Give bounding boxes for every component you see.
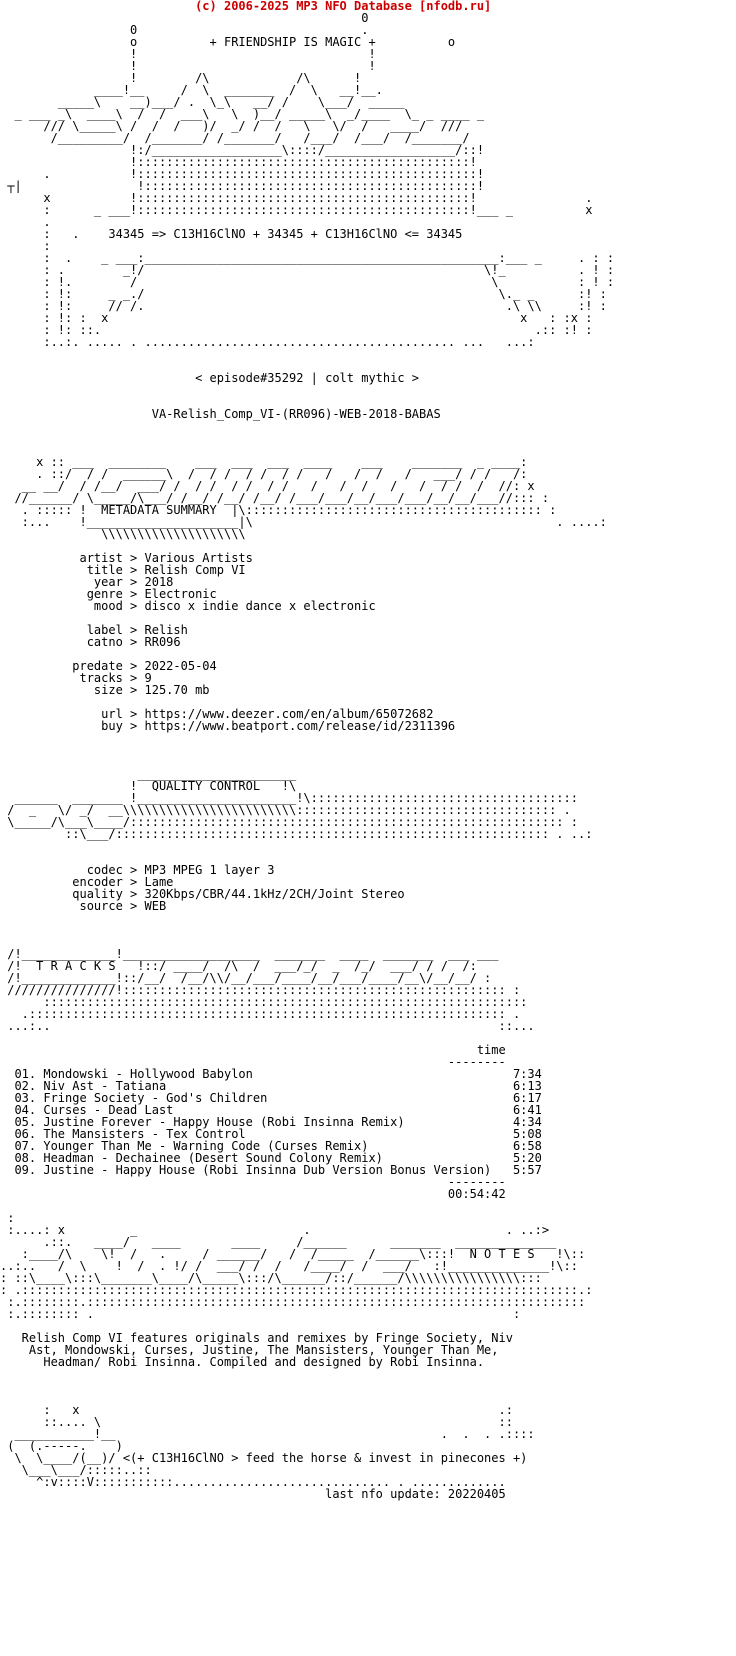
- quality-art-line: ______________________: [0, 767, 297, 781]
- top-art-line: :..:. ..... . ........................................... ... ...:: [0, 335, 535, 349]
- top-art-line: !::::::::::::::::::::::::::::::::::::::::::::::!: [0, 155, 477, 169]
- track-row: 09. Justine - Happy House (Robi Insinna Dub Version Bonus Version) 5:57: [0, 1163, 542, 1177]
- footer-art-line: \___\___/:::::..::: [0, 1463, 152, 1477]
- blank-line: [0, 1200, 736, 1212]
- top-art-line: ┬| !::::::::::::::::::::::::::::::::::::::::::::::!: [0, 179, 485, 193]
- episode-line: < episode#35292 | colt mythic >: [0, 371, 420, 385]
- quality-field-codec: codec > MP3 MPEG 1 layer 3: [0, 863, 275, 877]
- notes-art-line: :: [0, 1211, 15, 1225]
- top-art-line: : . 34345 => C13H16ClNO + 34345 + C13H16ClNO <= 34345: [0, 227, 463, 241]
- tracks-time-header: time: [0, 1043, 506, 1057]
- tracks-rule: --------: [0, 1175, 506, 1189]
- metadata-field-predate: predate > 2022-05-04: [0, 659, 217, 673]
- quality-field-source: source > WEB: [0, 899, 167, 913]
- metadata-field-genre: genre > Electronic: [0, 587, 217, 601]
- metadata-field-size: size > 125.70 mb: [0, 683, 210, 697]
- footer-art-line: : x .:: [0, 1403, 513, 1417]
- tracks-art-line: :::::::::::::::::::::::::::::::::::::::::::::::::::::::::::::::::::: [0, 995, 528, 1009]
- tracks-title: /! T R A C K S !::/ ____/ /\ / ___/_/ _ /_/ ___/ / / /:: [0, 959, 477, 973]
- footer-last-update: last nfo update: 20220405: [0, 1487, 506, 1501]
- quality-field-encoder: encoder > Lame: [0, 875, 174, 889]
- release-name: VA-Relish_Comp_VI-(RR096)-WEB-2018-BABAS: [0, 407, 441, 421]
- top-art-line: :: [0, 239, 51, 253]
- blank-line: [0, 432, 736, 444]
- notes-art-line: : .:::::::::::::::::::::::::::::::::::::::::::::::::::::::::::::::::::::::::::::.:: [0, 1283, 593, 1297]
- track-row: 01. Mondowski - Hollywood Babylon 7:34: [0, 1067, 542, 1081]
- metadata-art-line: . ::::: ! METADATA SUMMARY |\::::::::::::::::::::::::::::::::::::::::: :: [0, 503, 557, 517]
- top-art-line: /// \_____\ / / / )/ _/ / / \ \/ / ____/ ///: [0, 119, 463, 133]
- top-art-line: ! !: [0, 47, 376, 61]
- top-art-line: 0: [0, 11, 369, 25]
- quality-art-line: \_____/\___\____/:::::::::::::::::::::::::::::::::::::::::::::::::::::::::::: :: [0, 815, 578, 829]
- track-row: 05. Justine Forever - Happy House (Robi Insinna Remix) 4:34: [0, 1115, 542, 1129]
- top-art-line: : !. / \ : ! :: [0, 275, 615, 289]
- metadata-art-line: \\\\\\\\\\\\\\\\\\\\: [0, 527, 246, 541]
- track-row: 04. Curses - Dead Last 6:41: [0, 1103, 542, 1117]
- notes-art-line: : ::\____\:::\_______\____/\_____\:::/\______/::/______/\\\\\\\\\\\\\\\\:::: [0, 1271, 542, 1285]
- blank-line: [0, 912, 736, 924]
- notes-art-line: :.::::::::.:::::::::::::::::::::::::::::::::::::::::::::::::::::::::::::::::::::: [0, 1295, 586, 1309]
- tracks-art-line: /!_____________!::/__/ /__/\\/__/___/____/__/___/____/__\/__/__/ :: [0, 971, 492, 985]
- metadata-field-year: year > 2018: [0, 575, 174, 589]
- quality-art-line: ::\___/:::::::::::::::::::::::::::::::::::::::::::::::::::::::::::: . ..:: [0, 827, 593, 841]
- quality-title: ! QUALITY CONTROL !\: [0, 779, 297, 793]
- notes-art-line: ..:.. / \ ! / . !/ / ___/ / / /____/ / ___/ :!______________!\::: [0, 1259, 578, 1273]
- notes-text-line: Headman/ Robi Insinna. Compiled and designed by Robi Insinna.: [0, 1355, 485, 1369]
- top-art-line: : !: // /. .\ \\ :! :: [0, 299, 607, 313]
- notes-art-line: :.:::::::: . :: [0, 1307, 521, 1321]
- notes-art-line: :....: x _ . . ..:>: [0, 1223, 550, 1237]
- metadata-art-line: . ::/ / / ______\ / / / / / / / / / / / ___/ / / /:: [0, 467, 528, 481]
- notes-art-line: .::. ____/ ____ ____ /______ _______ ______________: [0, 1235, 557, 1249]
- top-art-line: x !::::::::::::::::::::::::::::::::::::::::::::::! .: [0, 191, 593, 205]
- top-art-line: ! /\ /\ !: [0, 71, 362, 85]
- notes-text-line: Relish Comp VI features originals and remixes by Fringe Society, Niv: [0, 1331, 513, 1345]
- top-art-line: : !: ::. .:: :! :: [0, 323, 593, 337]
- metadata-field-catno: catno > RR096: [0, 635, 181, 649]
- blank-line: [0, 744, 736, 756]
- top-art-line: : . _!/ \!_ . ! :: [0, 263, 615, 277]
- top-art-line: : !: : x x : :x :: [0, 311, 593, 325]
- top-art-line: _ ___ _\ ____\ / / ___\ \ )__/ _____\ _/____ \_ _ ____ _: [0, 107, 485, 121]
- track-row: 07. Younger Than Me - Warning Code (Curses Remix) 6:58: [0, 1139, 542, 1153]
- blank-line: [0, 732, 736, 744]
- top-art-line: .: [0, 215, 51, 229]
- track-row: 02. Niv Ast - Tatiana 6:13: [0, 1079, 542, 1093]
- header-link: (c) 2006-2025 MP3 NFO Database [nfodb.ru]: [0, 0, 492, 13]
- top-art-line: !:/__________________\::::/__________________/::!: [0, 143, 485, 157]
- top-art-line: . !:::::::::::::::::::::::::::::::::::::::::::::::!: [0, 167, 485, 181]
- top-art-line: _____\ __)___/ . \_\ __/ / \___/ _____: [0, 95, 405, 109]
- top-art-line: 0 .: [0, 23, 369, 37]
- blank-line: [0, 840, 736, 852]
- track-row: 03. Fringe Society - God's Children 6:17: [0, 1091, 542, 1105]
- blank-line: [0, 924, 736, 936]
- notes-title: :____/\ \! / . / ______/ / /_____ /______\:::! N O T E S !\::: [0, 1247, 586, 1261]
- metadata-field-url: url > https://www.deezer.com/en/album/65072682: [0, 707, 434, 721]
- footer-art-line: ___________!__ . . . .::::: [0, 1427, 535, 1441]
- metadata-field-label: label > Relish: [0, 623, 188, 637]
- tracks-total-time: 00:54:42: [0, 1187, 506, 1201]
- footer-art-line: ( (.-----. ): [0, 1439, 123, 1453]
- metadata-field-artist: artist > Various Artists: [0, 551, 253, 565]
- tracks-art-line: /!_____________!___________________ _______ ____ _______ ___ ___: [0, 947, 499, 961]
- notes-text-line: Ast, Mondowski, Curses, Justine, The Mansisters, Younger Than Me,: [0, 1343, 499, 1357]
- top-art-line: : . _ ___:_________________________________________________:___ _ . : :: [0, 251, 615, 265]
- top-art-line: ! !: [0, 59, 376, 73]
- footer-art-line: ::.... \ ::: [0, 1415, 513, 1429]
- metadata-field-mood: mood > disco x indie dance x electronic: [0, 599, 376, 613]
- blank-line: [0, 1368, 736, 1380]
- top-art-line: ____!__ / \ _______ / \ __!__.: [0, 83, 383, 97]
- blank-line: [0, 348, 736, 360]
- quality-field-quality: quality > 320Kbps/CBR/44.1kHz/2CH/Joint Stereo: [0, 887, 405, 901]
- metadata-field-title: title > Relish Comp VI: [0, 563, 246, 577]
- metadata-art-line: __ __/ / /__/ ___/ / / / / / / / / / / / / / / / //: x: [0, 479, 535, 493]
- blank-line: [0, 1380, 736, 1392]
- top-art-line: /_________/ /_______/ /_______/ /___/ /___/ /_______/: [0, 131, 470, 145]
- track-row: 06. The Mansisters - Tex Control 5:08: [0, 1127, 542, 1141]
- tracks-art-line: ...:.. ::...: [0, 1019, 535, 1033]
- metadata-art-line: //______/ \_____/\___/ /__/ /__/ /__/ /___/___/__/___/___/__/__/___//::: :: [0, 491, 550, 505]
- quality-art-line: ______ _______ !______________________!\:::::::::::::::::::::::::::::::::::::: [0, 791, 578, 805]
- tracks-art-line: ///////////////!::::::::::::::::::::::::::::::::::::::::::::::::::::: :: [0, 983, 521, 997]
- track-row: 08. Headman - Dechainee (Desert Sound Colony Remix) 5:20: [0, 1151, 542, 1165]
- tracks-art-line: .:::::::::::::::::::::::::::::::::::::::::::::::::::::::::::::::::: .: [0, 1007, 521, 1021]
- blank-line: [0, 420, 736, 432]
- top-art-line: : !: _ _./ \._ _ :! :: [0, 287, 607, 301]
- metadata-field-tracks: tracks > 9: [0, 671, 152, 685]
- footer-art-line: ^:v::::V:::::::::::.............................. . .............: [0, 1475, 506, 1489]
- quality-art-line: / _ \/ _/ __\\\\\\\\\\\\\\\\\\\\\\\\:::::::::::::::::::::::::::::::::::: .: [0, 803, 571, 817]
- blank-line: [0, 384, 736, 396]
- metadata-field-buy: buy > https://www.beatport.com/release/id/2311396: [0, 719, 456, 733]
- tracks-rule: --------: [0, 1055, 506, 1069]
- top-art-line: o + FRIENDSHIP IS MAGIC + o: [0, 35, 456, 49]
- top-art-line: : _ ___!::::::::::::::::::::::::::::::::::::::::::::::!___ _ x: [0, 203, 593, 217]
- footer-tagline: \ \____/(__)/ <(+ C13H16ClNO > feed the horse & invest in pinecones +): [0, 1451, 528, 1465]
- metadata-art-line: :... !_____________________|\ . ....:: [0, 515, 607, 529]
- metadata-art-line: x :: ___ ________ ___ ___ ___ ____ ___ _______ _ ____:: [0, 455, 528, 469]
